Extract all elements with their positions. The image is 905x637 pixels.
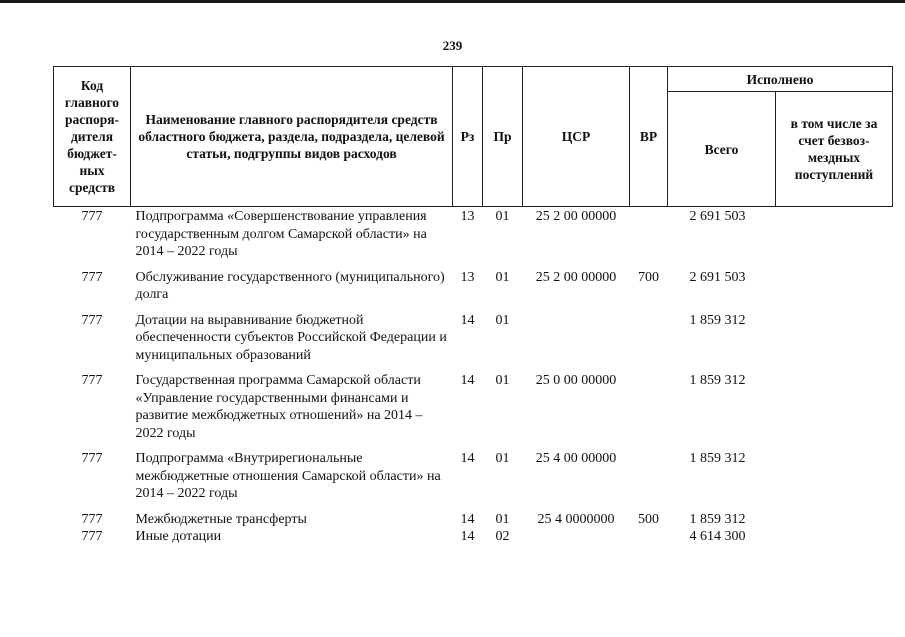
row-gratuitous bbox=[776, 450, 893, 503]
header-code: Код главного распоря-дителя бюджет-ных средств bbox=[54, 67, 131, 207]
row-code: 777 bbox=[81, 511, 103, 527]
row-name: Обслуживание государственного (муниципального) долга bbox=[135, 269, 445, 302]
row-name: Государственная программа Самарской области «Управление государственными финансами и развитие межбюджетных отношений» на 2014 – 2022 годы bbox=[135, 373, 423, 441]
row-csr: 25 2 00 00000 bbox=[535, 209, 617, 224]
expenditure-table bbox=[53, 66, 893, 546]
table-row bbox=[54, 372, 893, 442]
row-rz: 13 bbox=[460, 209, 475, 224]
row-total: 1 859 312 bbox=[689, 511, 746, 527]
row-vr: 500 bbox=[638, 511, 659, 527]
row-gratuitous bbox=[776, 269, 893, 304]
row-rz: 13 bbox=[460, 269, 475, 285]
row-gratuitous bbox=[776, 207, 893, 261]
row-pr: 01 bbox=[495, 269, 510, 285]
row-code: 777 bbox=[81, 451, 103, 466]
row-pr: 01 bbox=[495, 451, 510, 466]
header-csr: ЦСР bbox=[523, 67, 630, 207]
table-row bbox=[54, 511, 893, 529]
header-executed: Исполнено bbox=[668, 67, 893, 92]
row-vr bbox=[630, 312, 668, 365]
row-gratuitous bbox=[776, 372, 893, 442]
row-total: 1 859 312 bbox=[689, 312, 746, 328]
row-vr bbox=[630, 450, 668, 503]
table-row bbox=[54, 450, 893, 503]
row-rz: 14 bbox=[460, 511, 475, 527]
row-total: 1 859 312 bbox=[689, 451, 746, 466]
row-total: 2 691 503 bbox=[689, 269, 746, 285]
header-rz: Рз bbox=[453, 67, 483, 207]
row-pr: 01 bbox=[495, 312, 510, 328]
row-vr: 700 bbox=[638, 269, 659, 285]
table-row bbox=[54, 207, 893, 261]
row-vr bbox=[630, 528, 668, 546]
header-gratuitous: в том числе за счет безвоз-мездных поступлений bbox=[776, 92, 893, 207]
row-vr bbox=[630, 207, 668, 261]
row-gratuitous bbox=[776, 312, 893, 365]
row-name: Иные дотации bbox=[135, 529, 222, 544]
row-rz: 14 bbox=[460, 529, 475, 544]
row-csr bbox=[523, 528, 630, 546]
table-row bbox=[54, 528, 893, 546]
row-vr bbox=[630, 372, 668, 442]
row-total: 2 691 503 bbox=[689, 209, 746, 224]
row-code: 777 bbox=[81, 312, 103, 328]
row-csr: 25 4 0000000 bbox=[537, 511, 615, 527]
row-pr: 01 bbox=[495, 511, 510, 527]
table-row bbox=[54, 269, 893, 304]
row-gratuitous bbox=[776, 528, 893, 546]
row-rz: 14 bbox=[460, 373, 475, 388]
row-name: Дотации на выравнивание бюджетной обеспеченности субъектов Российской Федерации и муниципальных образований bbox=[135, 312, 447, 363]
row-csr bbox=[523, 312, 630, 365]
row-csr: 25 2 00 00000 bbox=[535, 269, 617, 285]
row-total: 1 859 312 bbox=[689, 373, 746, 388]
header-name: Наименование главного распорядителя средств областного бюджета, раздела, подраздела, целевой статьи, подгруппы видов расходов bbox=[131, 67, 453, 207]
row-pr: 01 bbox=[495, 209, 510, 224]
row-rz: 14 bbox=[460, 451, 475, 466]
row-code: 777 bbox=[81, 269, 103, 285]
row-rz: 14 bbox=[460, 312, 475, 328]
row-code: 777 bbox=[81, 373, 103, 388]
top-border-line bbox=[0, 0, 905, 3]
row-csr: 25 4 00 00000 bbox=[535, 451, 617, 466]
row-gratuitous bbox=[776, 511, 893, 529]
page-number: 239 bbox=[442, 38, 463, 53]
row-name: Межбюджетные трансферты bbox=[135, 511, 307, 527]
row-pr: 02 bbox=[495, 529, 510, 544]
row-code: 777 bbox=[81, 209, 103, 224]
header-total: Всего bbox=[668, 92, 776, 207]
row-code: 777 bbox=[81, 529, 103, 544]
table-row bbox=[54, 312, 893, 365]
row-csr: 25 0 00 00000 bbox=[535, 373, 617, 388]
row-pr: 01 bbox=[495, 373, 510, 388]
row-name: Подпрограмма «Совершенствование управления государственным долгом Самарской области» на 2014 – 2022 годы bbox=[135, 209, 427, 259]
header-vr: ВР bbox=[630, 67, 668, 207]
row-total: 4 614 300 bbox=[689, 529, 746, 544]
row-name: Подпрограмма «Внутрирегиональные межбюджетные отношения Самарской области» на 2014 – 2022 годы bbox=[135, 451, 441, 501]
header-pr: Пр bbox=[483, 67, 523, 207]
